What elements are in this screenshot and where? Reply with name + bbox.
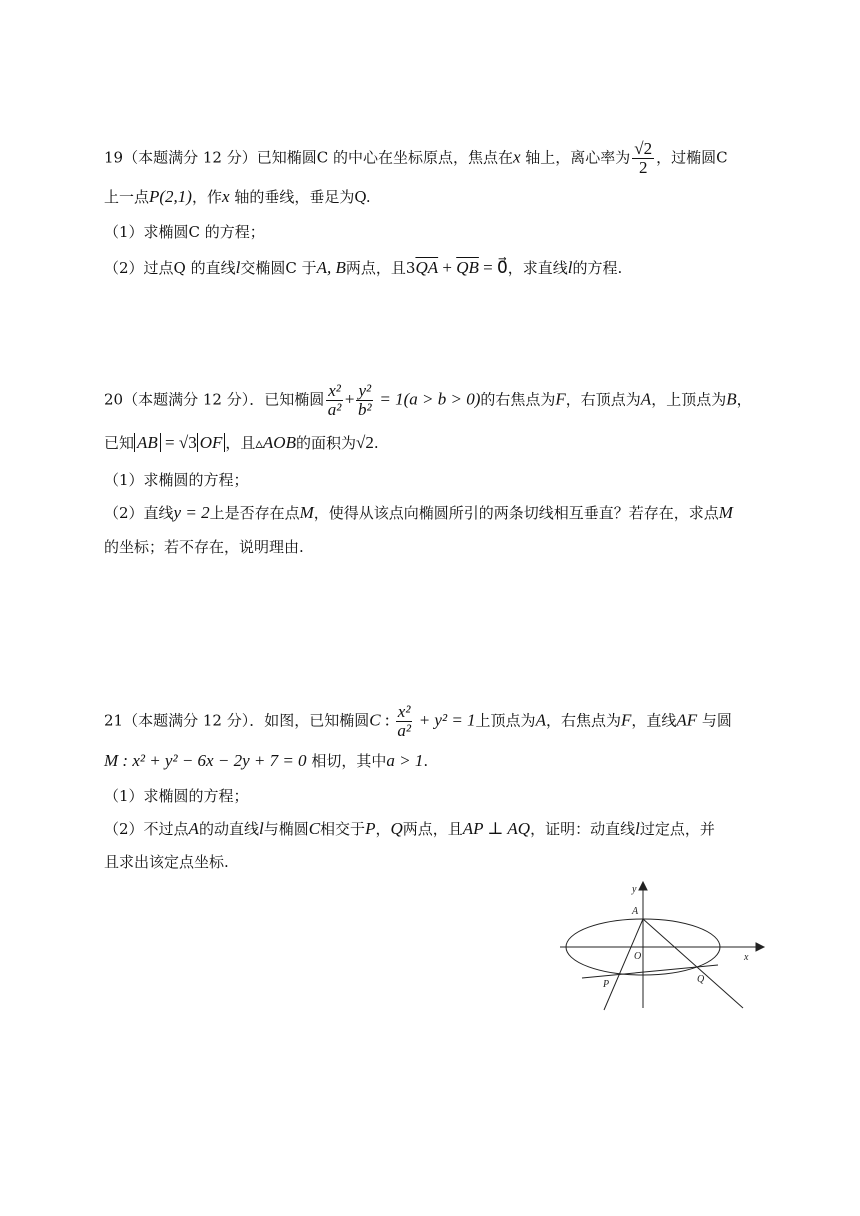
q21-part2-cont: 且求出该定点坐标. — [104, 853, 229, 871]
q19-axis-on: 轴上，离心率为 — [520, 148, 631, 167]
q19-x-var: x — [512, 147, 521, 167]
q19-l-var-2: l — [567, 258, 573, 277]
q21-part2-a: （2）不过点 — [104, 820, 189, 838]
q20-mid: 的右焦点为 — [480, 390, 556, 409]
q20-eq-sqrt3: = √3 — [160, 433, 197, 452]
q20-part2-a: （2）直线 — [104, 504, 174, 522]
q21-tangent: 相切，其中 — [306, 752, 387, 770]
label-p: P — [603, 979, 610, 990]
q21-line2 — [104, 751, 428, 771]
q19-part2-b: 交椭圆C 于 — [240, 259, 317, 277]
line-ap — [604, 919, 643, 1010]
q19-head: 19（本题满分 12 分）已知椭圆C 的中心在坐标原点，焦点在 — [104, 148, 513, 167]
q20-line1: 20（本题满分 12 分）．已知椭圆 $\frac{\text{x²}}{\text{a²}}$ + $\frac{\text{y²}}{\text{b²}}$ = 1(a > b > 0)的右焦点为F，右顶点为A，上顶点为B， — [104, 381, 752, 419]
q19-vector-qa: $\overline{QA}$ — [415, 258, 439, 277]
q21-frac-x — [396, 703, 413, 740]
q19-l-var: l — [235, 258, 241, 277]
q20-head: 20（本题满分 12 分）．已知椭圆 — [104, 390, 325, 409]
q20-y-eq: y = 2 — [173, 503, 210, 522]
q21-line1 — [104, 703, 732, 740]
label-x: x — [744, 952, 749, 963]
label-y: y — [632, 884, 637, 895]
q21-c-var: C — [369, 710, 381, 730]
ellipse-figure — [560, 880, 770, 1020]
q21-a-var: A — [535, 710, 546, 730]
q21-a-gt: a > 1 — [386, 751, 424, 770]
q20-m-var-2: M — [718, 503, 733, 522]
q20-top-vertex: ，上顶点为 — [651, 390, 727, 409]
q21-period: . — [423, 752, 429, 770]
q21-eq-tail: + y² = 1 — [414, 710, 476, 730]
q21-q-var: Q — [390, 819, 403, 838]
q20-eq-tail: = 1(a > b > 0) — [375, 389, 481, 409]
q21-circle-eq: M : x² + y² − 6x − 2y + 7 = 0 — [104, 751, 307, 770]
q20-part2-c: ，使得从该点向椭圆所引的两条切线相互垂直？若存在，求点 — [313, 504, 719, 522]
y-axis-arrow — [639, 882, 647, 890]
q19-part2-e: 的方程. — [572, 259, 623, 277]
q19-part2-c: 两点，且3 — [345, 259, 416, 277]
q19-x-var-2: x — [222, 187, 230, 206]
q19-ab-vars: A, B — [316, 258, 346, 277]
q19-line2-c: 轴的垂线，垂足为Q. — [229, 188, 371, 206]
q19-ecc-numerator: √2 — [634, 139, 653, 158]
q20-part2-cont: 的坐标；若不存在，说明理由. — [104, 538, 304, 556]
q21-mid: 上顶点为 — [475, 711, 536, 730]
q20-frac-y — [356, 382, 373, 419]
q21-l-var: l — [258, 819, 264, 838]
q20-b-var: B — [726, 389, 737, 409]
q20-part2-b: 上是否存在点 — [209, 504, 300, 522]
q21-c-var-2: C — [308, 819, 321, 838]
q21-part2 — [104, 819, 715, 839]
q21-line-txt: ，直线 — [631, 711, 677, 730]
q19-plus: + — [438, 258, 457, 277]
q21-part2-e: 两点，且 — [402, 820, 463, 838]
q19-ecc-denominator: 2 — [638, 158, 648, 177]
q19-tail1: ，过椭圆C — [656, 148, 728, 167]
q21-part2-d: 相交于 — [320, 820, 366, 838]
q20-right-vertex: ，右顶点为 — [565, 390, 641, 409]
q20-x2: x² — [328, 381, 341, 400]
q20-m-var: M — [299, 503, 314, 522]
q20-line2 — [104, 433, 379, 453]
q21-part1: （1）求椭圆的方程； — [104, 787, 249, 805]
q19-part2-a: （2）过点Q 的直线 — [104, 259, 236, 277]
q21-a2: a² — [397, 721, 411, 740]
q21-part2-b: 的动直线 — [198, 820, 259, 838]
label-o: O — [634, 951, 642, 962]
q21-f-var: F — [620, 710, 632, 730]
q19-part2-d: ，求直线 — [507, 259, 568, 277]
q20-known: 已知 — [104, 434, 135, 452]
q21-head: 21（本题满分 12 分）．如图，已知椭圆 — [104, 711, 370, 730]
q19-eq-zero: = 0⃗ — [478, 258, 508, 277]
q21-part2-g: 过定点，并 — [639, 820, 715, 838]
q21-af: AF — [676, 710, 698, 730]
q19-part2 — [104, 258, 622, 278]
q20-frac-x — [326, 382, 343, 419]
q19-vector-qb: $\overline{QB}$ — [456, 258, 479, 277]
q20-a-var: A — [640, 389, 652, 409]
q20-b2: b² — [357, 400, 372, 419]
x-axis-arrow — [756, 943, 764, 951]
q21-colon: : — [380, 710, 394, 730]
q19-line2-b: ，作 — [191, 188, 222, 206]
label-a: A — [632, 906, 639, 917]
q21-comma: ， — [375, 820, 391, 838]
q21-l-var-2: l — [635, 819, 640, 838]
label-q: Q — [697, 974, 705, 985]
q21-focus: ，右焦点为 — [545, 711, 621, 730]
q20-f-var: F — [555, 389, 566, 409]
q19-point-p: P(2,1) — [149, 187, 192, 206]
q20-area: 的面积为 — [295, 434, 356, 452]
q19-line1 — [104, 140, 728, 177]
q21-circle-txt: 与圆 — [697, 711, 732, 730]
q20-part2 — [104, 503, 733, 523]
q19-part1: （1）求椭圆C 的方程； — [104, 223, 265, 241]
q19-line2 — [104, 187, 371, 207]
q21-a-var-2: A — [188, 819, 199, 838]
q20-and: ，且▵ — [225, 434, 263, 452]
line-aq — [643, 919, 743, 1008]
q19-eccentricity — [632, 140, 654, 177]
q20-y2: y² — [358, 381, 372, 400]
q21-part2-c: 与椭圆 — [263, 820, 309, 838]
q21-x2: x² — [397, 702, 411, 721]
q20-aob: AOB — [262, 433, 296, 452]
q21-part2-f: ，证明：动直线 — [530, 820, 636, 838]
q20-a2: a² — [327, 400, 342, 419]
q21-p-var: P — [365, 819, 376, 838]
q20-sqrt2: √2 — [355, 433, 374, 452]
q20-abs-ab: AB — [134, 433, 161, 452]
q20-abs-of: OF — [197, 433, 226, 452]
q20-part1: （1）求椭圆的方程； — [104, 471, 249, 489]
q19-line2-a: 上一点 — [104, 188, 150, 206]
q21-perp: AP ⊥ AQ — [462, 819, 531, 838]
q20-comma: ， — [736, 390, 752, 409]
q20-period: . — [373, 434, 379, 452]
